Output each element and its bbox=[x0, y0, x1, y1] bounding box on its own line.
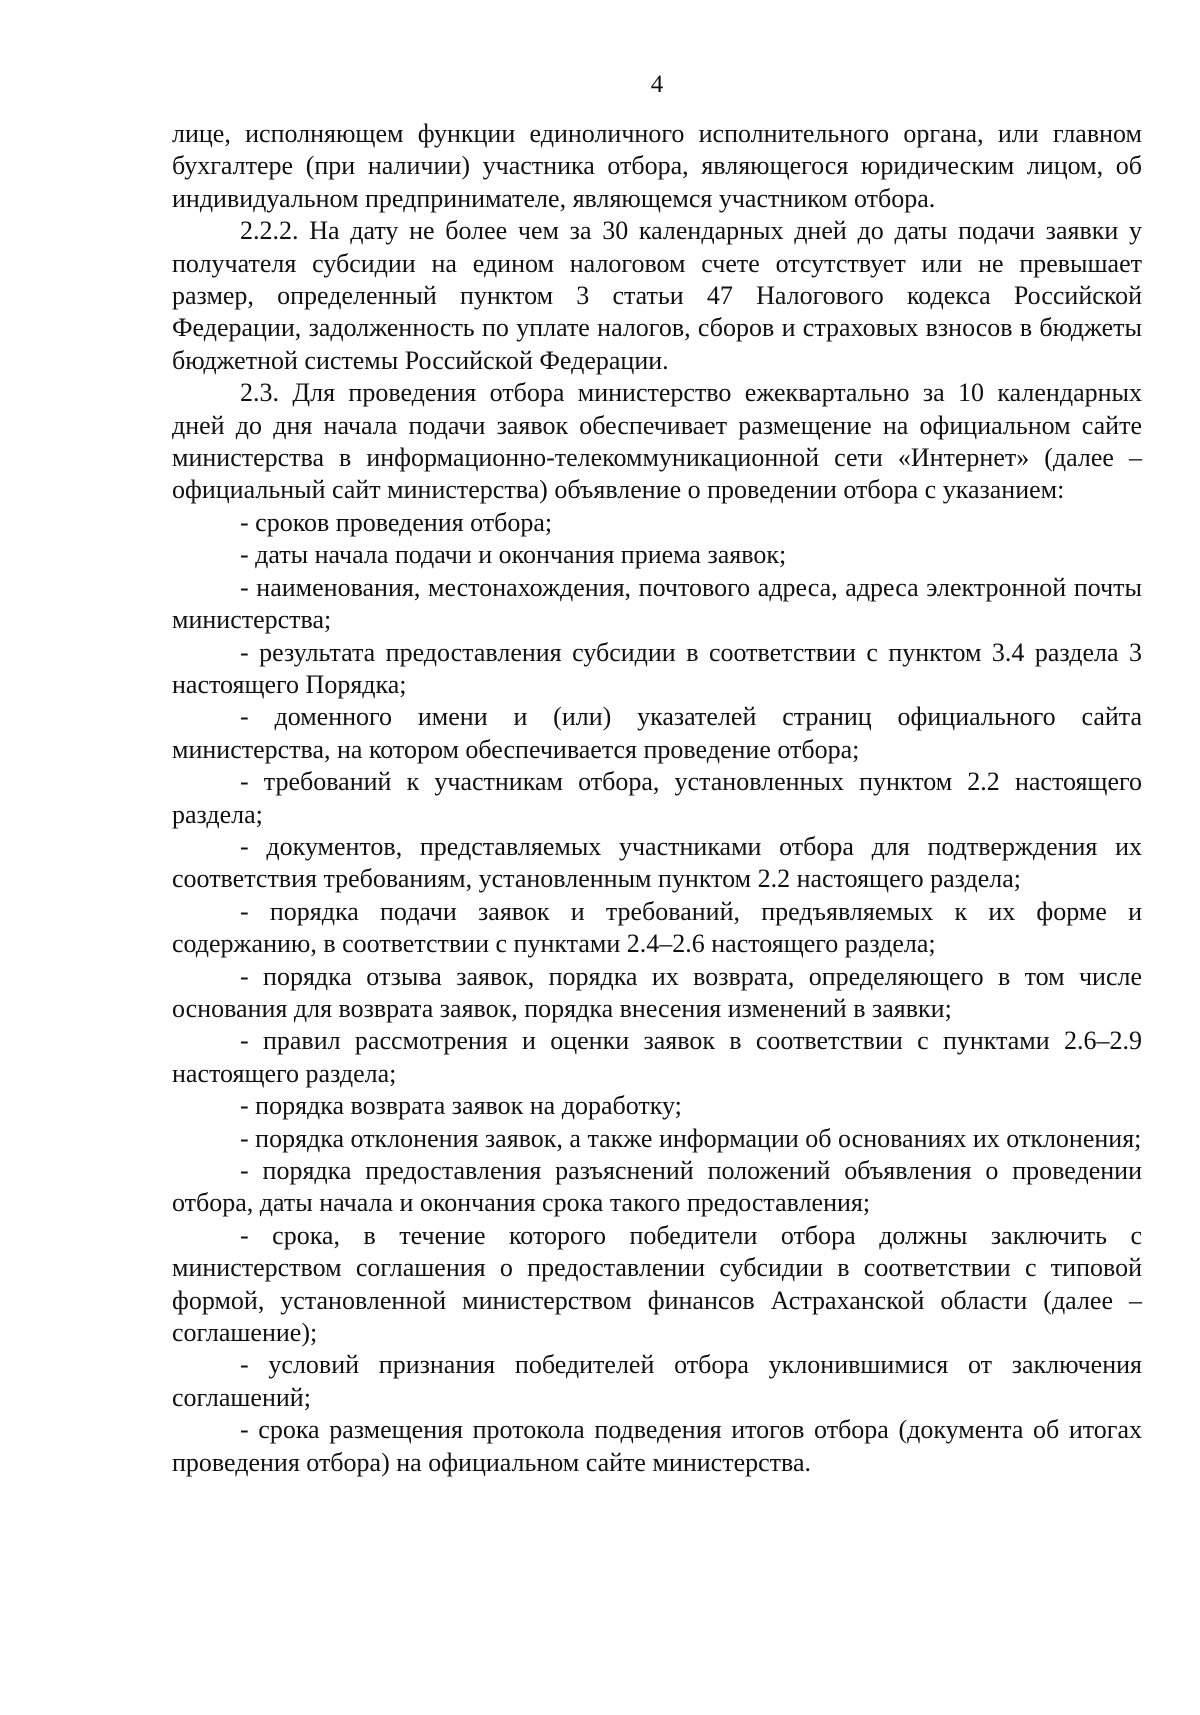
paragraph-2-3: 2.3. Для проведения отбора министерство ежеквартально за 10 календарных дней до дня начала подачи заявок обеспечивает размещение на официальном сайте министерства в информационно-телекоммуникационной сети «Интернет» (далее – официальный сайт министерства) объявление о проведении отбора с указанием: bbox=[172, 378, 1142, 505]
list-item: - порядка предоставления разъяснений положений объявления о проведении отбора, даты начала и окончания срока такого предоставления; bbox=[172, 1156, 1142, 1218]
list-item: - наименования, местонахождения, почтового адреса, адреса электронной почты министерства; bbox=[172, 572, 1142, 635]
list-item: - условий признания победителей отбора уклонившимися от заключения соглашений; bbox=[172, 1350, 1142, 1412]
list-item: - даты начала подачи и окончания приема заявок; bbox=[240, 540, 787, 570]
list-item: - доменного имени и (или) указателей страниц официального сайта министерства, на котором обеспечивается проведение отбора; bbox=[172, 702, 1142, 764]
list-item: - порядка отклонения заявок, а также информации об основаниях их отклонения; bbox=[240, 1123, 1142, 1153]
list-item: - срока, в течение которого победители отбора должны заключить с министерством соглашения о предоставлении субсидии в соответствии с типовой формой, установленной министерством финансов Астраханской области (далее – соглашение); bbox=[172, 1220, 1142, 1348]
list-item: - сроков проведения отбора; bbox=[240, 507, 553, 537]
list-item: - порядка отзыва заявок, порядка их возврата, определяющего в том числе основания для возврата заявок, порядка внесения изменений в заявки; bbox=[172, 961, 1142, 1023]
document-page bbox=[172, 70, 1142, 1479]
list-item: - документов, представляемых участниками отбора для подтверждения их соответствия требованиям, установленным пунктом 2.2 настоящего раздела; bbox=[172, 831, 1142, 894]
page-number: 4 bbox=[650, 71, 664, 98]
paragraph-2-2-2: 2.2.2. На дату не более чем за 30 календарных дней до даты подачи заявки у получателя субсидии на едином налоговом счете отсутствует или не превышает размер, определенный пунктом 3 статьи 47 Налогового кодекса Российской Федерации, задолженность по уплате налогов, сборов и страховых взносов в бюджеты бюджетной системы Российской Федерации. bbox=[172, 216, 1142, 375]
list-item: - правил рассмотрения и оценки заявок в соответствии с пунктами 2.6–2.9 настоящего раздела; bbox=[172, 1026, 1142, 1088]
paragraph-continuation: лице, исполняющем функции единоличного исполнительного органа, или главном бухгалтере (при наличии) участника отбора, являющегося юридическим лицом, об индивидуальном предпринимателе, являющемся участником отбора. bbox=[172, 119, 1142, 213]
list-item: - результата предоставления субсидии в соответствии с пунктом 3.4 раздела 3 настоящего Порядка; bbox=[172, 637, 1142, 699]
list-item: - срока размещения протокола подведения итогов отбора (документа об итогах проведения отбора) на официальном сайте министерства. bbox=[172, 1415, 1142, 1477]
list-item: - порядка подачи заявок и требований, предъявляемых к их форме и содержанию, в соответствии с пунктами 2.4–2.6 настоящего раздела; bbox=[172, 896, 1142, 959]
list-item: - порядка возврата заявок на доработку; bbox=[240, 1091, 682, 1121]
list-item: - требований к участникам отбора, установленных пунктом 2.2 настоящего раздела; bbox=[172, 767, 1142, 829]
